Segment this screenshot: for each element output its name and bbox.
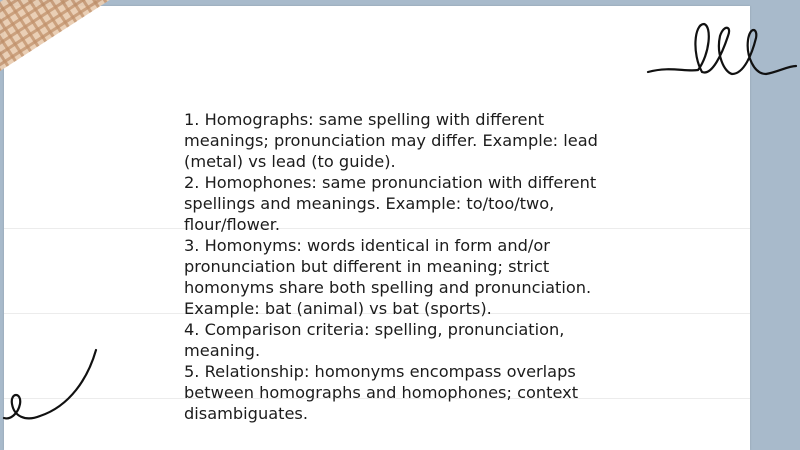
loop-squiggle-top-right (640, 14, 800, 86)
list-item: 2. Homophones: same pronunciation with different spellings and meanings. Example: to/too/two, flour/flower. (184, 173, 597, 234)
list-item: 4. Comparison criteria: spelling, pronunciation, meaning. (184, 320, 565, 360)
list-item: 1. Homographs: same spelling with different meanings; pronunciation may differ. Example: lead (metal) vs lead (to guide). (184, 110, 598, 171)
note-paper (4, 6, 750, 450)
definition-list (184, 109, 624, 424)
loop-squiggle-bottom-left (0, 348, 100, 428)
list-item: 3. Homonyms: words identical in form and/or pronunciation but different in meaning; strict homonyms share both spelling and pronunciation. Example: bat (animal) vs bat (sports). (184, 236, 592, 318)
list-item: 5. Relationship: homonyms encompass overlaps between homographs and homophones; context disambiguates. (184, 362, 579, 423)
